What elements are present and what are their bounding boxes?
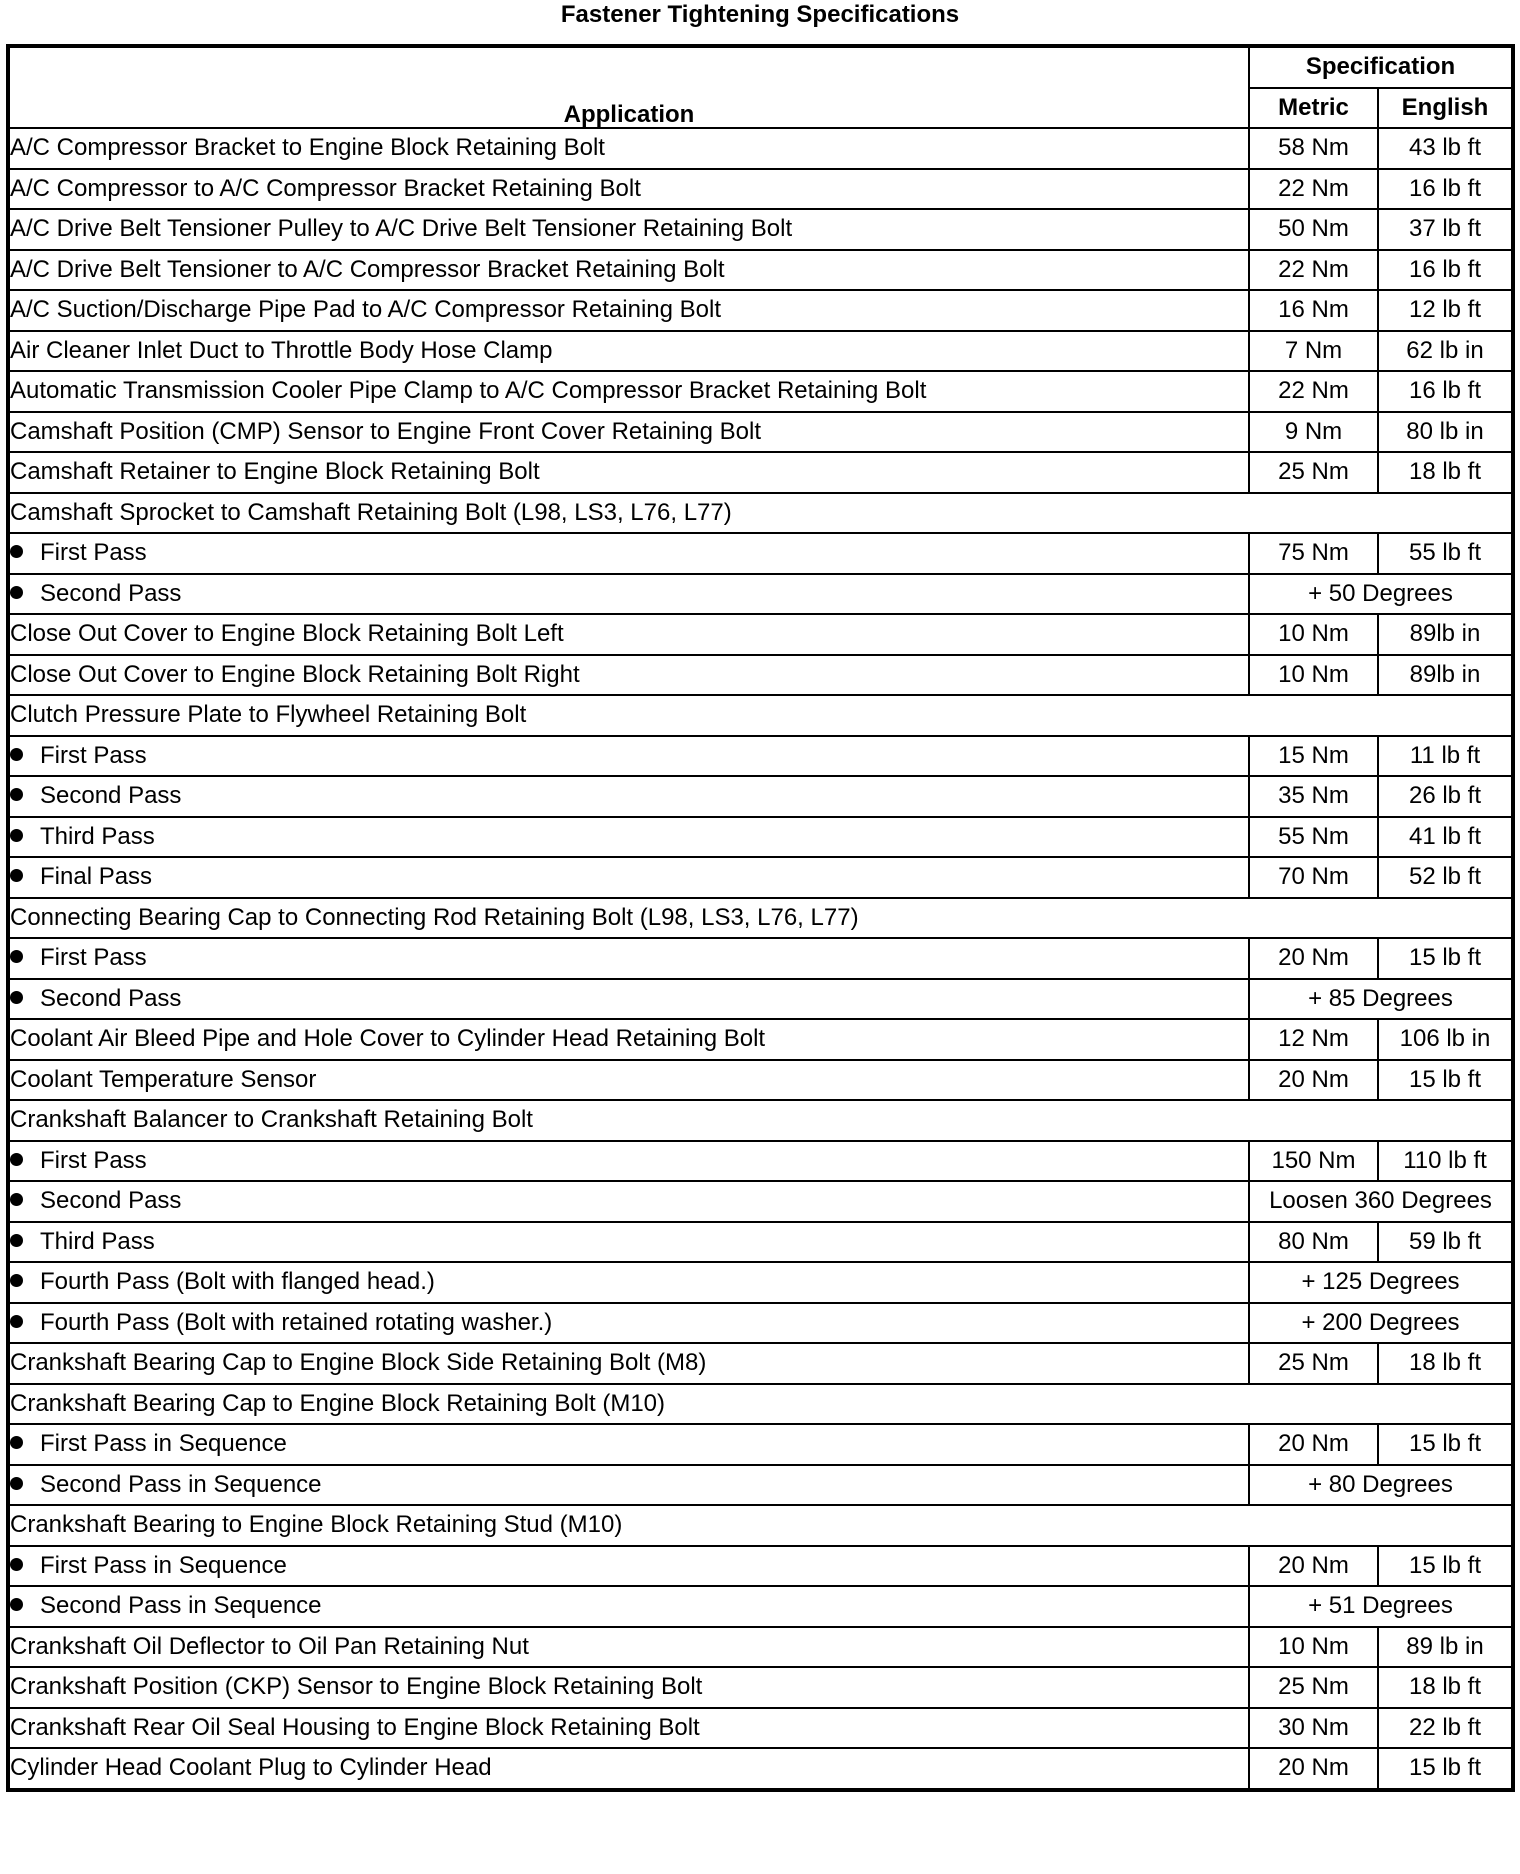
metric-cell: 25 Nm <box>1249 1667 1378 1708</box>
english-cell: 16 lb ft <box>1378 169 1513 210</box>
table-row <box>8 655 1513 696</box>
spec-span-cell: + 80 Degrees <box>1249 1465 1513 1506</box>
bullet-icon <box>10 869 23 882</box>
bullet-icon <box>10 1436 23 1449</box>
english-cell: 18 lb ft <box>1378 452 1513 493</box>
bullet-icon <box>10 991 23 1004</box>
table-row <box>8 1060 1513 1101</box>
step-label: Second Pass <box>40 782 182 810</box>
step-label: Fourth Pass (Bolt with retained rotating washer.) <box>40 1308 553 1336</box>
metric-cell: 55 Nm <box>1249 817 1378 858</box>
english-cell: 18 lb ft <box>1378 1343 1513 1384</box>
application-cell: A/C Compressor to A/C Compressor Bracket Retaining Bolt <box>8 169 1249 210</box>
bullet-icon <box>10 829 23 842</box>
table-row <box>8 1667 1513 1708</box>
english-cell: 37 lb ft <box>1378 209 1513 250</box>
spec-span-cell: + 200 Degrees <box>1249 1303 1513 1344</box>
table-row <box>8 128 1513 169</box>
metric-cell: 9 Nm <box>1249 412 1378 453</box>
table-row <box>8 290 1513 331</box>
step-cell <box>8 1465 1249 1506</box>
application-cell: Camshaft Position (CMP) Sensor to Engine Front Cover Retaining Bolt <box>8 412 1249 453</box>
table-group-row <box>8 1505 1513 1546</box>
english-cell: 15 lb ft <box>1378 1424 1513 1465</box>
step-label: First Pass <box>40 1146 147 1174</box>
english-cell: 62 lb in <box>1378 331 1513 372</box>
spec-span-cell: Loosen 360 Degrees <box>1249 1181 1513 1222</box>
table-row <box>8 250 1513 291</box>
step-cell <box>8 1181 1249 1222</box>
application-cell: Crankshaft Balancer to Crankshaft Retaining Bolt <box>8 1100 1513 1141</box>
metric-cell: 58 Nm <box>1249 128 1378 169</box>
application-cell: Crankshaft Bearing Cap to Engine Block Side Retaining Bolt (M8) <box>8 1343 1249 1384</box>
bullet-icon <box>10 1193 23 1206</box>
english-cell: 15 lb ft <box>1378 1748 1513 1790</box>
page-title: Fastener Tightening Specifications <box>560 1 960 28</box>
table-row <box>8 412 1513 453</box>
bullet-icon <box>10 586 23 599</box>
table-row <box>8 209 1513 250</box>
english-cell: 52 lb ft <box>1378 857 1513 898</box>
bullet-icon <box>10 545 23 558</box>
application-cell: Cylinder Head Coolant Plug to Cylinder Head <box>8 1748 1249 1790</box>
english-cell: 22 lb ft <box>1378 1708 1513 1749</box>
table-sub-row <box>8 1262 1513 1303</box>
table-row <box>8 1019 1513 1060</box>
application-cell: A/C Drive Belt Tensioner Pulley to A/C Drive Belt Tensioner Retaining Bolt <box>8 209 1249 250</box>
metric-cell: 30 Nm <box>1249 1708 1378 1749</box>
spec-span-cell: + 51 Degrees <box>1249 1586 1513 1627</box>
step-label: First Pass in Sequence <box>40 1430 287 1458</box>
step-cell <box>8 1303 1249 1344</box>
specification-header: Specification <box>1249 46 1513 88</box>
step-cell <box>8 817 1249 858</box>
spec-span-cell: + 125 Degrees <box>1249 1262 1513 1303</box>
metric-cell: 20 Nm <box>1249 1060 1378 1101</box>
step-cell <box>8 938 1249 979</box>
english-cell: 41 lb ft <box>1378 817 1513 858</box>
metric-cell: 75 Nm <box>1249 533 1378 574</box>
application-cell: Close Out Cover to Engine Block Retaining Bolt Right <box>8 655 1249 696</box>
table-sub-row <box>8 979 1513 1020</box>
metric-cell: 16 Nm <box>1249 290 1378 331</box>
metric-cell: 80 Nm <box>1249 1222 1378 1263</box>
step-label: Second Pass in Sequence <box>40 1592 322 1620</box>
bullet-icon <box>10 1274 23 1287</box>
metric-header: Metric <box>1249 88 1378 129</box>
english-cell: 18 lb ft <box>1378 1667 1513 1708</box>
spec-span-cell: + 85 Degrees <box>1249 979 1513 1020</box>
bullet-icon <box>10 1558 23 1571</box>
table-sub-row <box>8 574 1513 615</box>
table-group-row <box>8 493 1513 534</box>
step-label: First Pass <box>40 944 147 972</box>
english-cell: 12 lb ft <box>1378 290 1513 331</box>
step-label: Second Pass <box>40 579 182 607</box>
table-row <box>8 1627 1513 1668</box>
application-header: Application <box>8 46 1249 128</box>
application-cell: Crankshaft Bearing Cap to Engine Block Retaining Bolt (M10) <box>8 1384 1513 1425</box>
table-sub-row <box>8 736 1513 777</box>
step-cell <box>8 776 1249 817</box>
metric-cell: 20 Nm <box>1249 1748 1378 1790</box>
step-cell <box>8 857 1249 898</box>
step-cell <box>8 1424 1249 1465</box>
english-cell: 110 lb ft <box>1378 1141 1513 1182</box>
metric-cell: 10 Nm <box>1249 1627 1378 1668</box>
english-cell: 15 lb ft <box>1378 1546 1513 1587</box>
english-cell: 26 lb ft <box>1378 776 1513 817</box>
table-row <box>8 371 1513 412</box>
step-label: Second Pass in Sequence <box>40 1470 322 1498</box>
english-cell: 16 lb ft <box>1378 371 1513 412</box>
step-label: Fourth Pass (Bolt with flanged head.) <box>40 1268 435 1296</box>
english-cell: 89 lb in <box>1378 1627 1513 1668</box>
metric-cell: 20 Nm <box>1249 938 1378 979</box>
english-cell: 80 lb in <box>1378 412 1513 453</box>
table-row <box>8 452 1513 493</box>
step-cell <box>8 1262 1249 1303</box>
metric-cell: 7 Nm <box>1249 331 1378 372</box>
step-cell <box>8 1546 1249 1587</box>
application-cell: Crankshaft Position (CKP) Sensor to Engine Block Retaining Bolt <box>8 1667 1249 1708</box>
application-cell: Coolant Temperature Sensor <box>8 1060 1249 1101</box>
application-cell: Camshaft Retainer to Engine Block Retaining Bolt <box>8 452 1249 493</box>
table-row <box>8 1708 1513 1749</box>
metric-cell: 25 Nm <box>1249 1343 1378 1384</box>
bullet-icon <box>10 1477 23 1490</box>
application-cell: Crankshaft Rear Oil Seal Housing to Engine Block Retaining Bolt <box>8 1708 1249 1749</box>
step-label: Third Pass <box>40 822 155 850</box>
metric-cell: 22 Nm <box>1249 250 1378 291</box>
english-cell: 89lb in <box>1378 655 1513 696</box>
english-cell: 16 lb ft <box>1378 250 1513 291</box>
bullet-icon <box>10 950 23 963</box>
table-group-row <box>8 898 1513 939</box>
english-cell: 15 lb ft <box>1378 938 1513 979</box>
english-cell: 43 lb ft <box>1378 128 1513 169</box>
table-group-row <box>8 1100 1513 1141</box>
step-cell <box>8 574 1249 615</box>
table-sub-row <box>8 857 1513 898</box>
application-cell: Crankshaft Oil Deflector to Oil Pan Retaining Nut <box>8 1627 1249 1668</box>
application-cell: A/C Suction/Discharge Pipe Pad to A/C Compressor Retaining Bolt <box>8 290 1249 331</box>
table-header <box>8 46 1513 128</box>
table-group-row <box>8 1384 1513 1425</box>
metric-cell: 20 Nm <box>1249 1424 1378 1465</box>
metric-cell: 10 Nm <box>1249 614 1378 655</box>
header-row-1 <box>8 46 1513 88</box>
metric-cell: 150 Nm <box>1249 1141 1378 1182</box>
metric-cell: 20 Nm <box>1249 1546 1378 1587</box>
step-label: Final Pass <box>40 863 153 891</box>
metric-cell: 22 Nm <box>1249 169 1378 210</box>
table-sub-row <box>8 817 1513 858</box>
table-sub-row <box>8 1424 1513 1465</box>
application-cell: Camshaft Sprocket to Camshaft Retaining Bolt (L98, LS3, L76, L77) <box>8 493 1513 534</box>
english-cell: 89lb in <box>1378 614 1513 655</box>
english-cell: 55 lb ft <box>1378 533 1513 574</box>
table-sub-row <box>8 1303 1513 1344</box>
step-cell <box>8 1586 1249 1627</box>
english-cell: 59 lb ft <box>1378 1222 1513 1263</box>
application-cell: Crankshaft Bearing to Engine Block Retaining Stud (M10) <box>8 1505 1513 1546</box>
bullet-icon <box>10 1315 23 1328</box>
metric-cell: 10 Nm <box>1249 655 1378 696</box>
application-cell: A/C Drive Belt Tensioner to A/C Compressor Bracket Retaining Bolt <box>8 250 1249 291</box>
bullet-icon <box>10 1234 23 1247</box>
metric-cell: 25 Nm <box>1249 452 1378 493</box>
metric-cell: 22 Nm <box>1249 371 1378 412</box>
metric-cell: 50 Nm <box>1249 209 1378 250</box>
table-body <box>8 128 1513 1790</box>
table-row <box>8 331 1513 372</box>
table-sub-row <box>8 1586 1513 1627</box>
step-cell <box>8 1141 1249 1182</box>
table-sub-row <box>8 1141 1513 1182</box>
english-header: English <box>1378 88 1513 129</box>
application-cell: A/C Compressor Bracket to Engine Block Retaining Bolt <box>8 128 1249 169</box>
metric-cell: 35 Nm <box>1249 776 1378 817</box>
table-row <box>8 1748 1513 1790</box>
application-cell: Close Out Cover to Engine Block Retaining Bolt Left <box>8 614 1249 655</box>
step-label: First Pass <box>40 741 147 769</box>
step-label: Second Pass <box>40 1187 182 1215</box>
step-label: Second Pass <box>40 984 182 1012</box>
table-sub-row <box>8 1181 1513 1222</box>
table-sub-row <box>8 1465 1513 1506</box>
application-cell: Coolant Air Bleed Pipe and Hole Cover to Cylinder Head Retaining Bolt <box>8 1019 1249 1060</box>
english-cell: 106 lb in <box>1378 1019 1513 1060</box>
application-cell: Connecting Bearing Cap to Connecting Rod Retaining Bolt (L98, LS3, L76, L77) <box>8 898 1513 939</box>
english-cell: 11 lb ft <box>1378 736 1513 777</box>
table-sub-row <box>8 776 1513 817</box>
metric-cell: 12 Nm <box>1249 1019 1378 1060</box>
application-cell: Clutch Pressure Plate to Flywheel Retaining Bolt <box>8 695 1513 736</box>
table-row <box>8 614 1513 655</box>
step-cell <box>8 1222 1249 1263</box>
table-sub-row <box>8 938 1513 979</box>
table-sub-row <box>8 1546 1513 1587</box>
spec-span-cell: + 50 Degrees <box>1249 574 1513 615</box>
step-cell <box>8 979 1249 1020</box>
table-group-row <box>8 695 1513 736</box>
english-cell: 15 lb ft <box>1378 1060 1513 1101</box>
metric-cell: 70 Nm <box>1249 857 1378 898</box>
table-sub-row <box>8 533 1513 574</box>
bullet-icon <box>10 788 23 801</box>
step-label: Third Pass <box>40 1227 155 1255</box>
metric-cell: 15 Nm <box>1249 736 1378 777</box>
table-sub-row <box>8 1222 1513 1263</box>
table-row <box>8 169 1513 210</box>
application-cell: Automatic Transmission Cooler Pipe Clamp to A/C Compressor Bracket Retaining Bolt <box>8 371 1249 412</box>
step-label: First Pass <box>40 539 147 567</box>
bullet-icon <box>10 1598 23 1611</box>
step-cell <box>8 736 1249 777</box>
step-cell <box>8 533 1249 574</box>
bullet-icon <box>10 748 23 761</box>
spec-table <box>6 44 1515 1792</box>
step-label: First Pass in Sequence <box>40 1551 287 1579</box>
table-row <box>8 1343 1513 1384</box>
bullet-icon <box>10 1153 23 1166</box>
application-cell: Air Cleaner Inlet Duct to Throttle Body Hose Clamp <box>8 331 1249 372</box>
